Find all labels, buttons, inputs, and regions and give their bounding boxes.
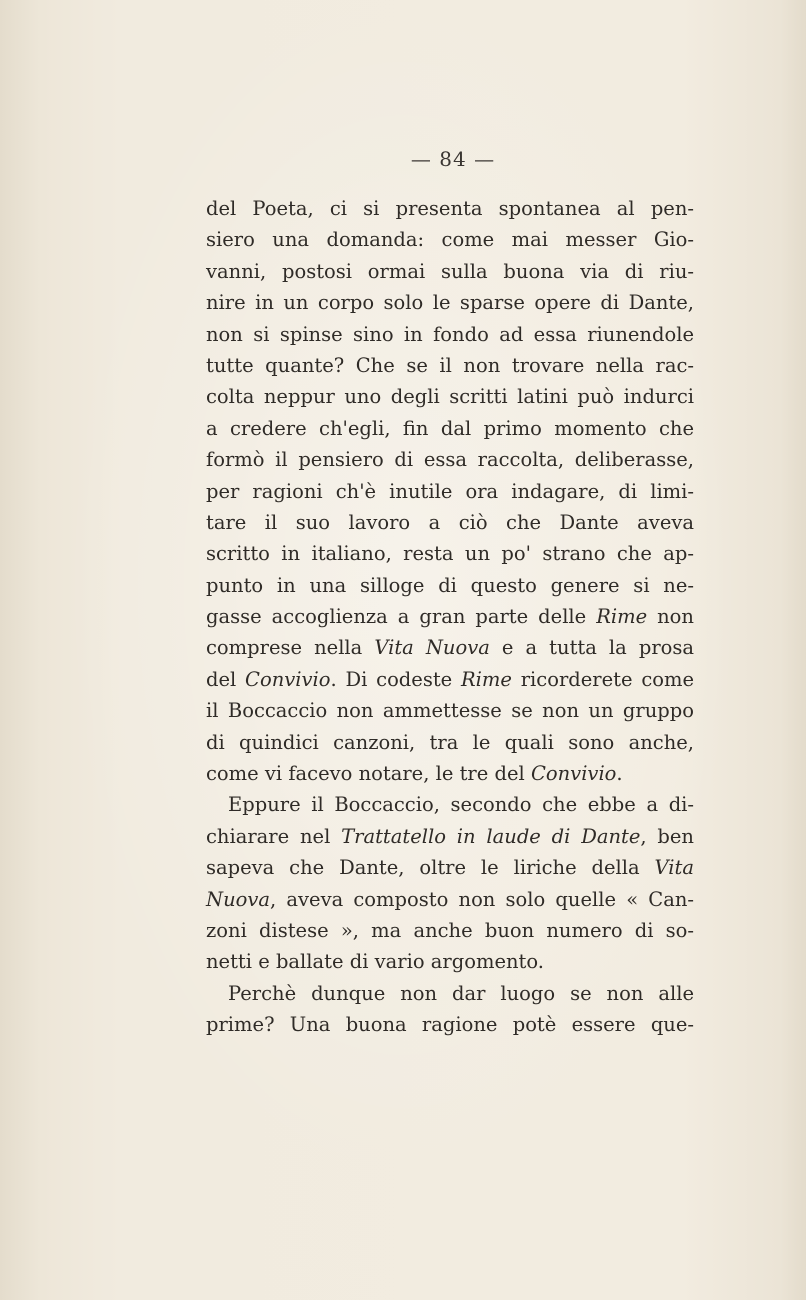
italic-title: Convivio: [530, 762, 617, 786]
text-line: formò il pensiero di essa raccolta, deliberasse,: [206, 448, 694, 472]
text-line: di quindici canzoni, tra le quali sono anche,: [206, 730, 694, 754]
text-line: netti e ballate di vario argomento.: [206, 950, 544, 974]
text-line: siero una domanda: come mai messer Gio-: [206, 228, 694, 252]
text-line: prime? Una buona ragione potè essere que-: [206, 1013, 694, 1037]
text-line: tare il suo lavoro a ciò che Dante aveva: [206, 510, 694, 534]
page-number: — 84 —: [410, 147, 496, 171]
text-line: punto in una silloge di questo genere si ne-: [206, 573, 694, 597]
text-line: colta neppur uno degli scritti latini può indurci: [206, 385, 694, 409]
text-line: il Boccaccio non ammettesse se non un gruppo: [206, 699, 694, 723]
text-line: Eppure il Boccaccio, secondo che ebbe a di-: [228, 793, 694, 817]
text-line: vanni, postosi ormai sulla buona via di riu-: [206, 259, 694, 283]
text-line: Perchè dunque non dar luogo se non alle: [228, 981, 694, 1005]
italic-title: Vita: [654, 856, 694, 880]
italic-title: Nuova: [206, 887, 271, 911]
text-line: a credere ch'egli, fin dal primo momento che: [206, 416, 694, 440]
text-line: per ragioni ch'è inutile ora indagare, di limi-: [206, 479, 694, 503]
text-line: non si spinse sino in fondo ad essa riunendole: [206, 322, 694, 346]
italic-title: Convivio: [245, 667, 331, 691]
text-line: come vi facevo notare, le tre del Convivio.: [206, 762, 623, 786]
body-text: [206, 193, 694, 1041]
text-line: zoni distese », ma anche buon numero di so-: [206, 918, 694, 942]
text-line: gasse accoglienza a gran parte delle Rime non: [206, 605, 694, 629]
italic-title: Trattatello in laude di Dante: [341, 824, 641, 848]
text-line: del Poeta, ci si presenta spontanea al pen-: [206, 197, 694, 220]
text-line: scritto in italiano, resta un po' strano che ap-: [206, 542, 694, 566]
text-line: del Convivio. Di codeste Rime ricorderete come: [206, 667, 695, 691]
text-line: Nuova, aveva composto non solo quelle « Can-: [206, 887, 694, 911]
text-line: comprese nella Vita Nuova e a tutta la prosa: [206, 636, 695, 660]
italic-title: Vita Nuova: [374, 636, 490, 660]
italic-title: Rime: [461, 667, 512, 691]
text-line: chiarare nel Trattatello in laude di Dante, ben: [206, 824, 694, 848]
text-line: sapeva che Dante, oltre le liriche della Vita: [206, 856, 694, 880]
text-line: tutte quante? Che se il non trovare nella rac-: [206, 353, 694, 377]
text-line: nire in un corpo solo le sparse opere di Dante,: [206, 291, 694, 315]
italic-title: Rime: [596, 605, 648, 629]
